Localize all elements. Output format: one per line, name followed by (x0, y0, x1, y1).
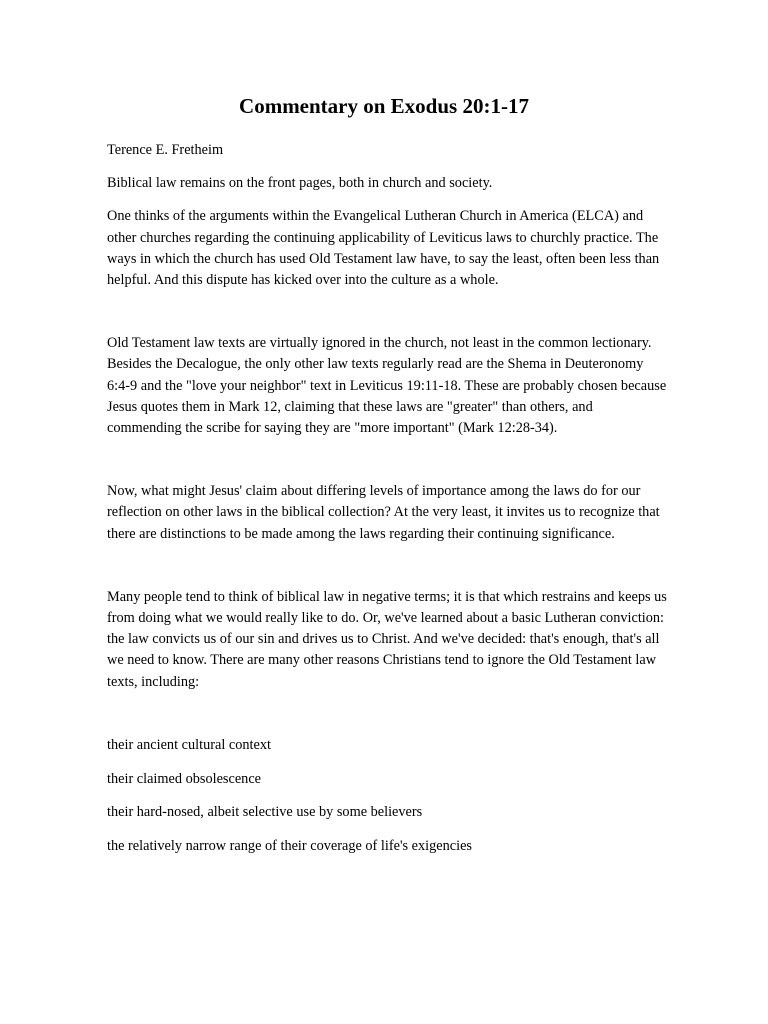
reasons-list (107, 735, 667, 857)
paragraph-intro: Biblical law remains on the front pages, both in church and society. (107, 175, 493, 192)
list-item: their claimed obsolescence (107, 770, 262, 787)
paragraph-elca-dispute: One thinks of the arguments within the Evangelical Lutheran Church in America (ELCA) and other churches regarding the continuing applicability of Leviticus laws to churchly practice. The ways in which the church has used Old Testament law have, to say the least, often been less than helpful. And this dispute has kicked over into the culture as a whole. (107, 208, 660, 289)
paragraph-levels-of-importance: Now, what might Jesus' claim about differing levels of importance among the laws do for our reflection on other laws in the biblical collection? At the very least, it invites us to recognize that there are distinctions to be made among the laws regarding their continuing significance. (107, 483, 660, 542)
document-title: Commentary on Exodus 20:1-17 (239, 94, 529, 118)
document-body (107, 140, 667, 870)
list-item: their ancient cultural context (107, 736, 271, 753)
list-item: their hard-nosed, albeit selective use by some believers (107, 804, 423, 821)
list-item: the relatively narrow range of their coverage of life's exigencies (107, 837, 472, 854)
paragraph-lectionary: Old Testament law texts are virtually ignored in the church, not least in the common lectionary. Besides the Decalogue, the only other law texts regularly read are the Shema in Deuteronomy 6:4-9 and the "love your neighbor" text in Leviticus 19:11-18. These are probably chosen because Jesus quotes them in Mark 12, claiming that these laws are "greater" than others, and commending the scribe for saying they are "more important" (Mark 12:28-34). (107, 335, 667, 437)
paragraph-negative-terms: Many people tend to think of biblical law in negative terms; it is that which restrains and keeps us from doing what we would really like to do. Or, we've learned about a basic Lutheran conviction: the law convicts us of our sin and drives us to Christ. And we've decided: that's enough, that's all we need to know. There are many other reasons Christians tend to ignore the Old Testament law texts, including: (107, 588, 667, 690)
author-line: Terence E. Fretheim (107, 142, 224, 158)
